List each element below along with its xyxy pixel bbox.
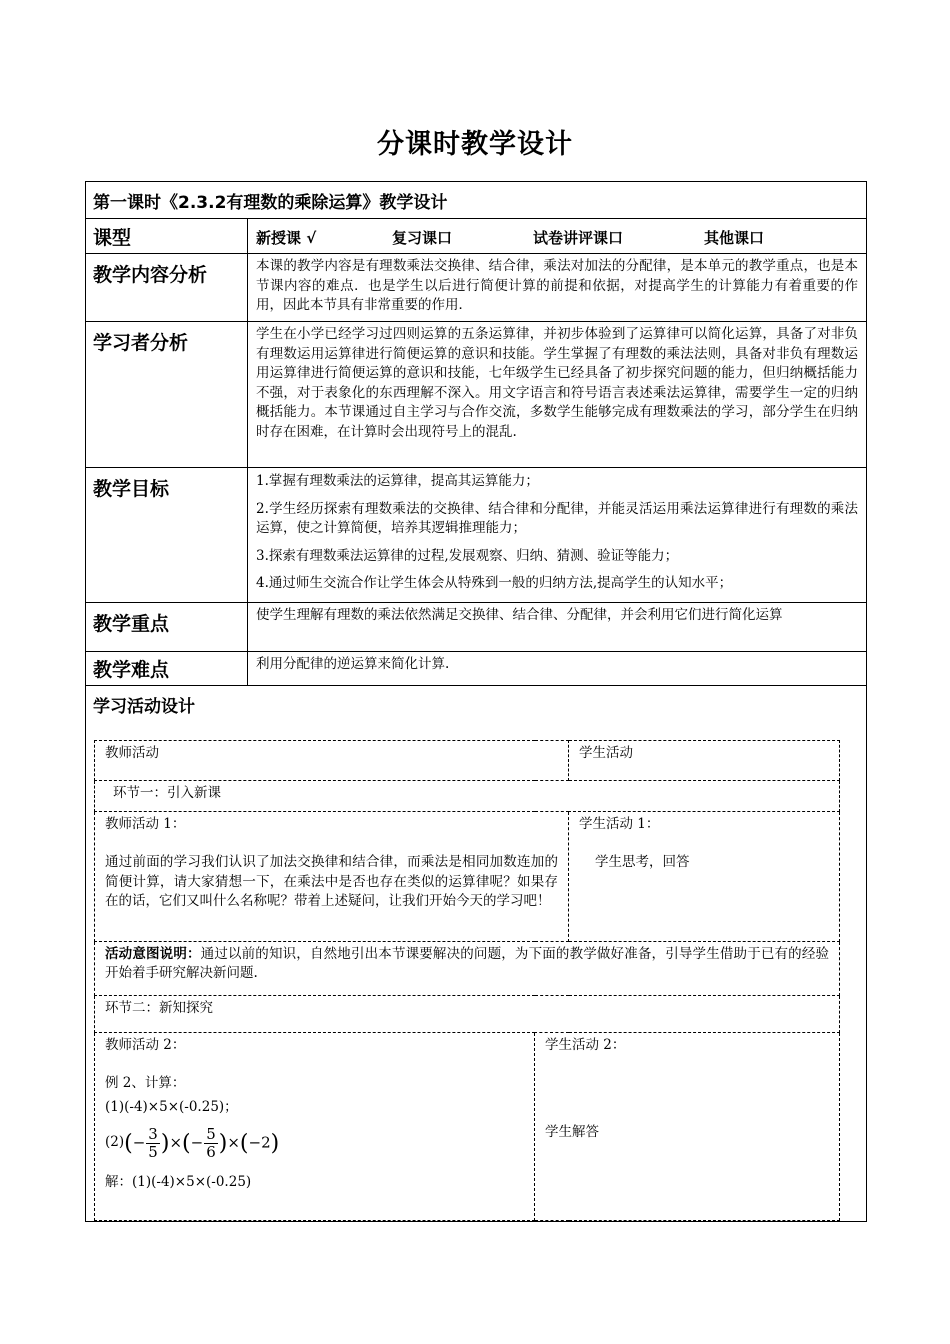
times-sign: ×: [169, 1133, 183, 1151]
learner-analysis-cell: [248, 322, 867, 468]
example-item-2-expression: (− $\frac{3}{5}$ )×(− $\frac{5}{6}$ )×(−2): [124, 1124, 280, 1161]
lesson-type-new: 新授课 √: [256, 229, 317, 247]
lesson-type-review: 复习课口: [392, 229, 453, 247]
lesson-type-other: 其他课口: [704, 229, 765, 247]
objective-item: 2.学生经历探索有理数乘法的交换律、结合律和分配律，并能灵活运用乘法运算律进行有理数的乘法运算，使之计算简便，培养其逻辑推理能力；: [256, 500, 858, 536]
example-item-2: [105, 1121, 524, 1165]
student-activity-1-label: 学生活动 1：: [579, 815, 660, 832]
student-activity-2: [535, 1032, 840, 1220]
student-activity-2-text: 学生解答: [545, 1124, 599, 1140]
lesson-header-cell: [86, 182, 867, 219]
objective-item: 4.通过师生交流合作让学生体会从特殊到一般的归纳方法,提高学生的认知水平；: [256, 575, 733, 591]
fraction-three-fifths: $\frac{3}{5}$: [148, 1124, 158, 1161]
teacher-col-header: 教师活动: [95, 740, 569, 780]
objectives-label-cell: [86, 468, 248, 603]
teacher-activity-1-label: 教师活动 1：: [105, 815, 186, 832]
teacher-activity-2: [95, 1032, 535, 1220]
difficulties-text: 利用分配律的逆运算来简化计算.: [256, 656, 450, 672]
objectives-label: 教学目标: [93, 478, 170, 500]
activity-intent: [95, 941, 840, 995]
activity-design-label: 学习活动设计: [93, 697, 195, 717]
minus-sign: −: [190, 1133, 204, 1151]
key-points-label-cell: [86, 603, 248, 652]
teacher-activity-1: [95, 811, 569, 941]
difficulties-label-cell: [86, 652, 248, 686]
content-analysis-cell: [248, 254, 867, 322]
lesson-type-label: 课型: [93, 227, 132, 249]
example-item-1: (1)(-4)×5×(-0.25)；: [105, 1098, 238, 1115]
lesson-header: 第一课时《2.3.2有理数的乘除运算》教学设计: [93, 193, 448, 213]
key-points-text: 使学生理解有理数的乘法依然满足交换律、结合律、分配律，并会利用它们进行简化运算: [256, 607, 783, 623]
student-activity-1: [569, 811, 840, 941]
difficulties-label: 教学难点: [93, 659, 170, 681]
section-two-header: 环节二：新知探究: [95, 995, 840, 1032]
lesson-type-exam: 试卷讲评课口: [533, 229, 624, 247]
objective-item: 1.掌握有理数乘法的运算律，提高其运算能力；: [256, 473, 539, 489]
activity-intent-text: 通过以前的知识，自然地引出本节课要解决的问题，为下面的教学做好准备，引导学生借助于已有的经验开始着手研究解决新问题.: [105, 945, 830, 981]
example-item-2-prefix: (2): [105, 1134, 125, 1151]
minus-sign: −: [248, 1133, 262, 1151]
lesson-type-label-cell: [86, 219, 248, 254]
content-analysis-label-cell: [86, 254, 248, 322]
learner-analysis-text: 学生在小学已经学习过四则运算的五条运算律，并初步体验到了运算律可以简化运算，具备了对非负有理数运用运算律进行简便运算的意识和技能。学生掌握了有理数的乘法法则，具备对非负有理数运用运算律进行简便运算的意识和技能，七年级学生已经具备了初步探究问题的能力，但归纳概括能力不强，对于表象化的东西理解不深入。用文字语言和符号语言表述乘法运算律，需要学生一定的归纳概括能力。本节课通过自主学习与合作交流，多数学生能够完成有理数乘法的学习，部分学生在归纳时存在困难，在计算时会出现符号上的混乱.: [256, 326, 858, 440]
activity-table-cell: [86, 740, 867, 1222]
number-two: 2: [261, 1133, 271, 1151]
content-analysis-label: 教学内容分析: [93, 264, 208, 286]
fraction-five-sixths: $\frac{5}{6}$: [206, 1124, 216, 1161]
times-sign: ×: [227, 1133, 240, 1151]
activity-table: [94, 740, 840, 1221]
teacher-activity-1-text: 通过前面的学习我们认识了加法交换律和结合律，而乘法是相同加数连加的简便计算，请大家猜想一下，在乘法中是否也存在类似的运算律呢？如果存在的话，它们又叫什么名称呢？带着上述疑问，让我们开始今天的学习吧！: [105, 854, 558, 909]
learner-analysis-label: 学习者分析: [93, 332, 189, 354]
key-points-label: 教学重点: [93, 613, 170, 635]
lesson-plan-table: [85, 181, 867, 1222]
activity-intent-label: 活动意图说明：: [105, 945, 201, 962]
teacher-activity-2-label: 教师活动 2：: [105, 1036, 186, 1053]
content-analysis-text: 本课的教学内容是有理数乘法交换律、结合律，乘法对加法的分配律，是本单元的教学重点，也是本节课内容的难点．也是学生以后进行简便计算的前提和依据，对提高学生的计算能力有着重要的作用，因此本节具有非常重要的作用．: [256, 258, 858, 313]
student-activity-1-text: 学生思考，回答: [595, 854, 690, 870]
page-title: 分课时教学设计: [377, 129, 573, 160]
section-one-header: 环节一：引入新课: [95, 780, 840, 811]
lesson-type-options: [248, 219, 867, 254]
key-points-cell: [248, 603, 867, 652]
objectives-cell: [248, 468, 867, 603]
minus-sign: −: [132, 1133, 146, 1151]
student-col-header: 学生活动: [569, 740, 840, 780]
difficulties-cell: [248, 652, 867, 686]
student-activity-2-label: 学生活动 2：: [545, 1036, 626, 1053]
activity-design-cell: [86, 686, 867, 740]
solution-line: 解：(1)(-4)×5×(-0.25): [105, 1174, 252, 1190]
example-title: 例 2、计算：: [105, 1075, 186, 1091]
learner-analysis-label-cell: [86, 322, 248, 468]
objective-item: 3.探索有理数乘法运算律的过程,发展观察、归纳、猜测、验证等能力；: [256, 547, 679, 564]
